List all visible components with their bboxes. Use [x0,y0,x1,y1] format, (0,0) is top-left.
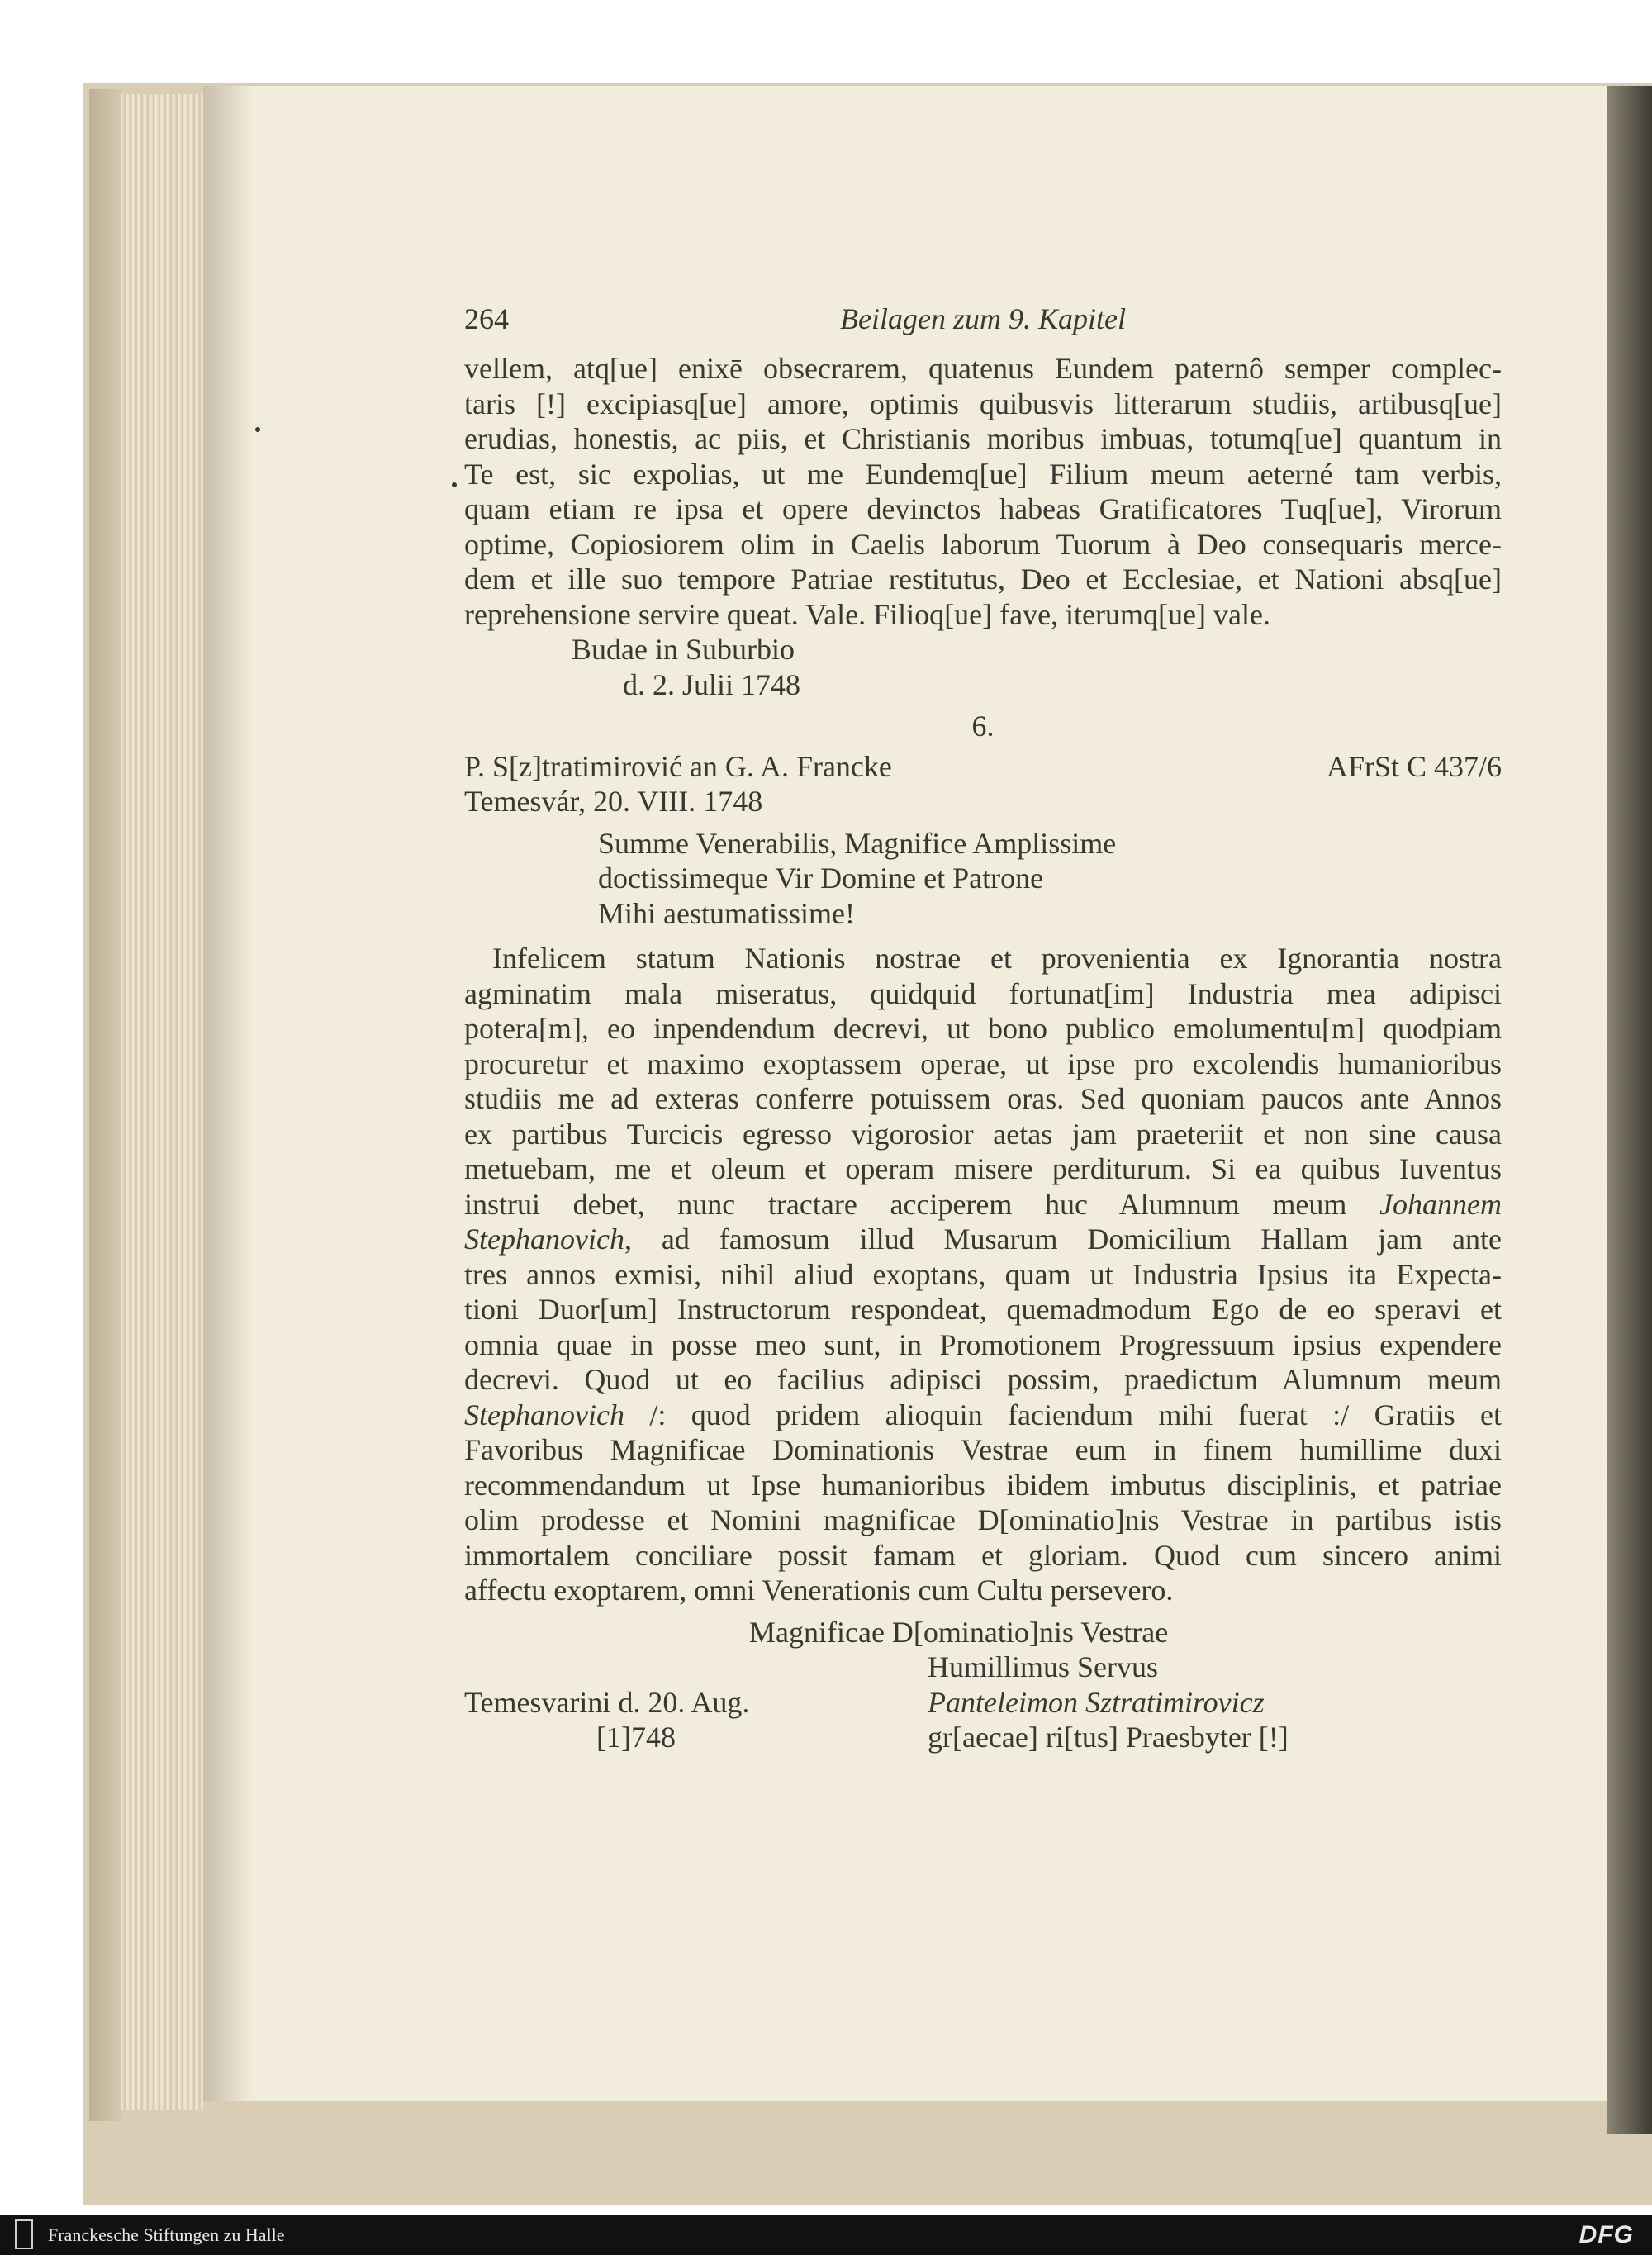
text-line [464,1047,1502,1082]
text-segment: decrevi. Quod ut eo facilius adipisci possim, praedictum Alumnum meum [464,1363,1502,1396]
document-number: 6. [971,710,995,743]
text-line [464,1222,1502,1257]
text-segment: tioni Duor[um] Instructorum respondeat, quemadmodum Ego de eo speravi et [464,1293,1502,1326]
text-segment: metuebam, me et oleum et operam misere perditurum. Si ea quibus Iuventus [464,1152,1502,1185]
text-line [464,1362,1502,1398]
text-segment: Favoribus Magnificae Dominationis Vestrae eum in finem humillime duxi [464,1433,1502,1466]
archive-reference: AFrSt C 437/6 [1326,749,1502,783]
letter-closing [464,1615,1502,1755]
text-line [464,1292,1502,1327]
italic-name: Stephanovich [464,1222,624,1256]
closing-date: d. 2. Julii 1748 [623,667,801,701]
text-segment: instrui debet, nunc tractare acciperem huc Alumnum meum [464,1187,1380,1221]
text-line [464,1081,1502,1117]
text-line: dem et ille suo tempore Patriae restitutus, Deo et Ecclesiae, et Nationi absq[ue] [464,563,1502,596]
salutation-line: doctissimeque Vir Domine et Patrone [598,862,1044,895]
text-segment: olim prodesse et Nomini magnificae D[ominatio]nis Vestrae in partibus istis [464,1503,1502,1536]
margin-mark [452,482,457,487]
dfg-logo: DFG [1578,2221,1634,2248]
salutation-line: Mihi aestumatissime! [598,896,855,930]
institution-name: Franckesche Stiftungen zu Halle [48,2224,285,2245]
signature-name: Panteleimon Sztratimirovicz [928,1685,1265,1719]
text-line [464,1117,1502,1152]
closing-line: Humillimus Servus [928,1650,1159,1683]
text-line [464,1468,1502,1503]
text-segment: studiis me ad exteras conferre potuissem oras. Sed quoniam paucos ante Annos [464,1082,1502,1115]
text-line [464,1187,1502,1222]
signature-row [464,1720,1502,1755]
facing-page-edge [1607,86,1652,2134]
text-line: taris [!] excipiasq[ue] amore, optimis quibusvis litterarum studiis, artibusq[ue] [464,387,1502,420]
document-sender: P. S[z]tratimirović an G. A. Francke [464,749,892,783]
page-header [464,301,1502,351]
italic-name: Stephanovich [464,1398,624,1431]
text-segment: recommendandum ut Ipse humanioribus ibidem imbutus disciplinis, et patriae [464,1468,1502,1502]
text-line [464,1538,1502,1574]
text-line [464,941,1502,976]
carry-over-paragraph [464,351,1502,632]
text-segment: agminatim mala miseratus, quidquid fortunat[im] Industria mea adipisci [464,976,1502,1010]
text-line [464,976,1502,1012]
text-line [464,1257,1502,1293]
document-place-date: Temesvár, 20. VIII. 1748 [464,785,763,818]
salutation-line: Summe Venerabilis, Magnifice Amplissime [598,826,1117,860]
text-segment: tres annos exmisi, nihil aliud exoptans, quam ut Industria Ipsius ita Expecta- [464,1257,1502,1291]
text-line: Te est, sic expolias, ut me Eundemq[ue] Filium meum aeterné tam verbis, [464,457,1502,491]
text-segment: Infelicem statum Nationis nostrae et provenientia ex Ignorantia nostra [492,942,1502,975]
text-segment: ex partibus Turcicis egresso vigorosior aetas jam praeteriit et non sine causa [464,1117,1502,1151]
page-number: 264 [464,302,509,335]
closing-line: Magnificae D[ominatio]nis Vestrae [749,1615,1169,1649]
text-line: optime, Copiosiorem olim in Caelis laborum Tuorum à Deo consequaris merce- [464,527,1502,561]
text-segment: procuretur et maximo exoptassem operae, ut ipse pro excolendis humanioribus [464,1047,1502,1080]
text-segment: , ad famosum illud Musarum Domicilium Hallam jam ante [624,1222,1502,1256]
text-segment: omnia quae in posse meo sunt, in Promotionem Progressuum ipsius expendere [464,1327,1502,1361]
text-segment: immortalem conciliare possit famam et gloriam. Quod cum sincero animi [464,1538,1502,1572]
viewer-footer [0,2215,1652,2255]
text-segment: /: quod pridem alioquin faciendum mihi fuerat :/ Gratiis et [624,1398,1502,1431]
signature-row [464,1685,1502,1721]
text-segment: potera[m], eo inpendendum decrevi, ut bono publico emolumentu[m] quodpiam [464,1012,1502,1045]
signature-title: gr[aecae] ri[tus] Praesbyter [!] [928,1721,1289,1754]
closing-place: Budae in Suburbio [572,633,795,666]
institution-logo-icon [15,2219,33,2249]
running-title: Beilagen zum 9. Kapitel [840,302,1126,335]
italic-name: Johannem [1379,1187,1502,1221]
text-line [464,1011,1502,1047]
page-stack-edge [121,94,203,2110]
book-cover-edge [89,89,122,2121]
salutation [464,826,1502,932]
text-line: erudias, honestis, ac piis, et Christianis moribus imbuas, totumq[ue] quantum in [464,422,1502,455]
text-line [464,1503,1502,1538]
text-line [464,1432,1502,1468]
text-segment: affectu exoptarem, omni Venerationis cum Cultu persevero. [464,1574,1174,1607]
text-line: reprehensione servire queat. Vale. Filioq[ue] fave, iterumq[ue] vale. [464,597,1270,631]
text-line: vellem, atq[ue] enixē obsecrarem, quatenus Eundem paternô semper complec- [464,352,1502,385]
letter-body [464,941,1502,1608]
text-line [464,1573,1502,1608]
text-line [464,1151,1502,1187]
text-line: quam etiam re ipsa et opere devinctos habeas Gratificatores Tuq[ue], Virorum [464,492,1502,525]
document-heading [464,749,1502,785]
closing-place-date: Temesvarini d. 20. Aug. [464,1685,750,1719]
closing-year: [1]748 [596,1721,676,1754]
margin-mark [255,427,260,432]
text-line [464,1327,1502,1363]
text-line [464,1398,1502,1433]
gutter-shadow [203,86,253,2101]
page-text [464,301,1502,1755]
